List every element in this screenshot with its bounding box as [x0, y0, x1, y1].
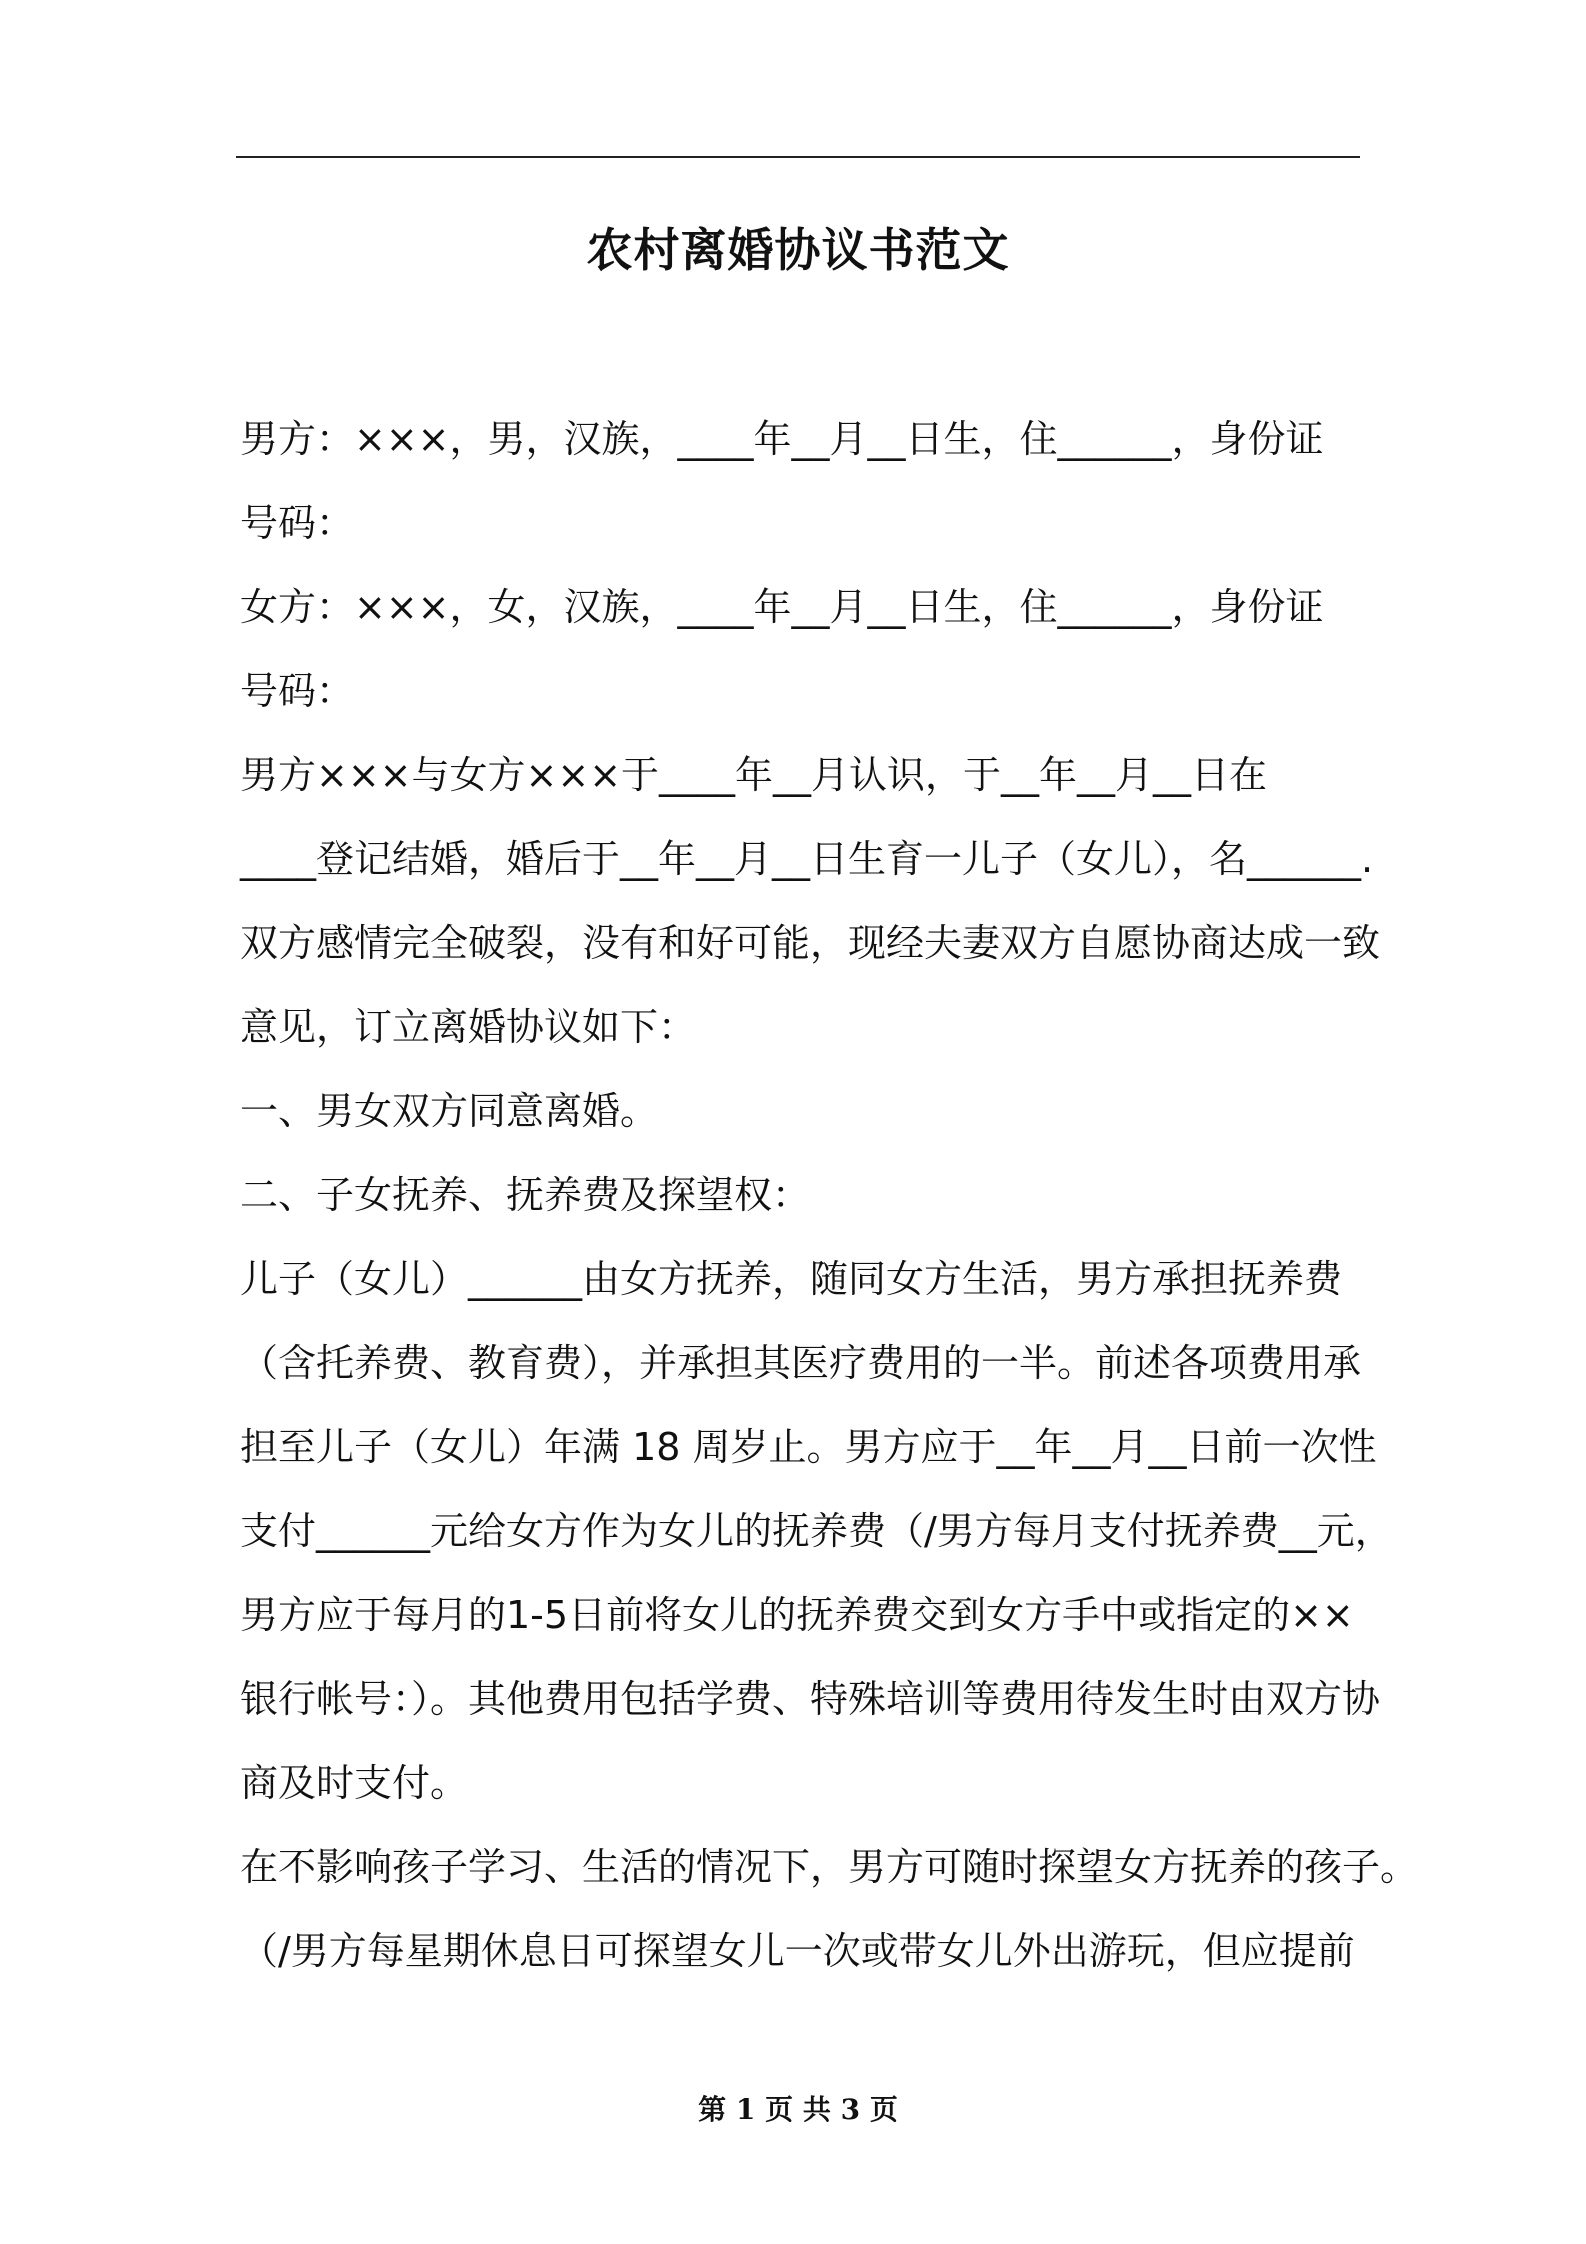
body-line: 担至儿子（女儿）年满 18 周岁止。男方应于__年__月__日前一次性: [240, 1425, 1377, 1469]
body-line: 女方：×××，女，汉族，____年__月__日生，住______，身份证: [240, 585, 1324, 629]
body-line: 一、男女双方同意离婚。: [240, 1089, 659, 1133]
page-number-footer: 第 1 页 共 3 页: [698, 2093, 898, 2126]
body-line: 支付______元给女方作为女儿的抚养费（/男方每月支付抚养费__元，: [240, 1509, 1393, 1553]
body-line: 儿子（女儿）______由女方抚养，随同女方生活，男方承担抚养费: [240, 1257, 1343, 1301]
body-line: 在不影响孩子学习、生活的情况下，男方可随时探望女方抚养的孩子。: [240, 1845, 1419, 1889]
document-title: 农村离婚协议书范文: [586, 223, 1010, 277]
body-line: 意见，订立离婚协议如下：: [240, 1005, 697, 1049]
header-rule: [236, 156, 1360, 158]
body-line: 号码：: [240, 501, 355, 545]
body-line: 男方应于每月的1-5日前将女儿的抚养费交到女方手中或指定的××: [240, 1593, 1354, 1637]
body-line: 二、子女抚养、抚养费及探望权：: [240, 1173, 811, 1217]
body-line: 号码：: [240, 669, 355, 713]
body-line: （含托养费、教育费），并承担其医疗费用的一半。前述各项费用承: [240, 1341, 1362, 1385]
body-line: 商及时支付。: [240, 1761, 469, 1805]
body-line: 男方×××与女方×××于____年__月认识，于__年__月__日在: [240, 753, 1268, 797]
body-line: 男方：×××，男，汉族，____年__月__日生，住______，身份证: [240, 417, 1324, 461]
body-line: （/男方每星期休息日可探望女儿一次或带女儿外出游玩，但应提前: [240, 1929, 1355, 1973]
document-body: [240, 397, 1419, 1993]
body-line: 银行帐号：）。其他费用包括学费、特殊培训等费用待发生时由双方协: [240, 1677, 1381, 1721]
body-line: ____登记结婚，婚后于__年__月__日生育一儿子（女儿），名______.: [240, 837, 1374, 881]
body-line: 双方感情完全破裂，没有和好可能，现经夫妻双方自愿协商达成一致: [240, 921, 1381, 965]
